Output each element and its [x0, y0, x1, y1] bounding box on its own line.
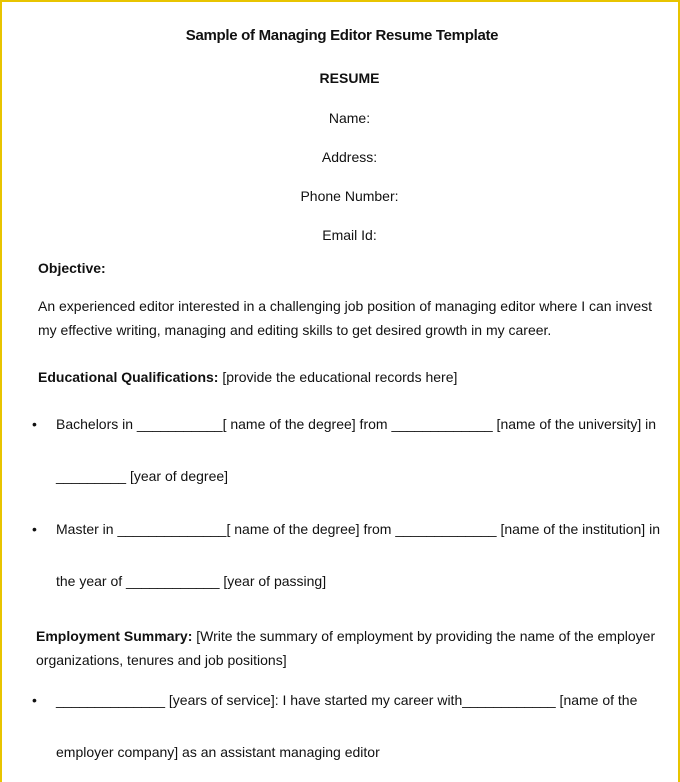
document-title: Sample of Managing Editor Resume Template [185, 27, 499, 44]
education-heading: Educational Qualifications: [38, 369, 219, 385]
employment-heading: Employment Summary: [36, 628, 193, 644]
bullet-icon: • [32, 521, 37, 537]
objective-heading: Objective: [38, 260, 106, 276]
bullet-icon: • [32, 692, 37, 708]
bullet-icon: • [32, 416, 37, 432]
education-item-line: Master in ______________[ name of the degree] from _____________ [name of the institution] in [56, 521, 660, 537]
resume-heading: RESUME [319, 70, 380, 86]
email-field-label: Email Id: [322, 227, 377, 243]
phone-field-label: Phone Number: [300, 188, 399, 204]
employment-note: [Write the summary of employment by providing the name of the employer [192, 628, 656, 644]
education-note: [provide the educational records here] [218, 369, 458, 385]
education-section [38, 369, 457, 385]
employment-item-line: employer company] as an assistant managing editor [56, 744, 380, 760]
address-field-label: Address: [321, 149, 378, 165]
employment-note-line: organizations, tenures and job positions] [36, 652, 287, 668]
employment-section [36, 628, 655, 644]
education-item-line: the year of ____________ [year of passing] [56, 573, 327, 589]
employment-item-line: ______________ [years of service]: I have started my career with____________ [name of the [56, 692, 638, 708]
objective-text-line: my effective writing, managing and editing skills to get desired growth in my career. [38, 322, 552, 338]
name-field-label: Name: [328, 110, 371, 126]
education-item-line: Bachelors in ___________[ name of the degree] from _____________ [name of the university] in [56, 416, 657, 432]
education-item-line: _________ [year of degree] [56, 468, 229, 484]
objective-text-line: An experienced editor interested in a challenging job position of managing editor where I can invest [38, 298, 653, 314]
